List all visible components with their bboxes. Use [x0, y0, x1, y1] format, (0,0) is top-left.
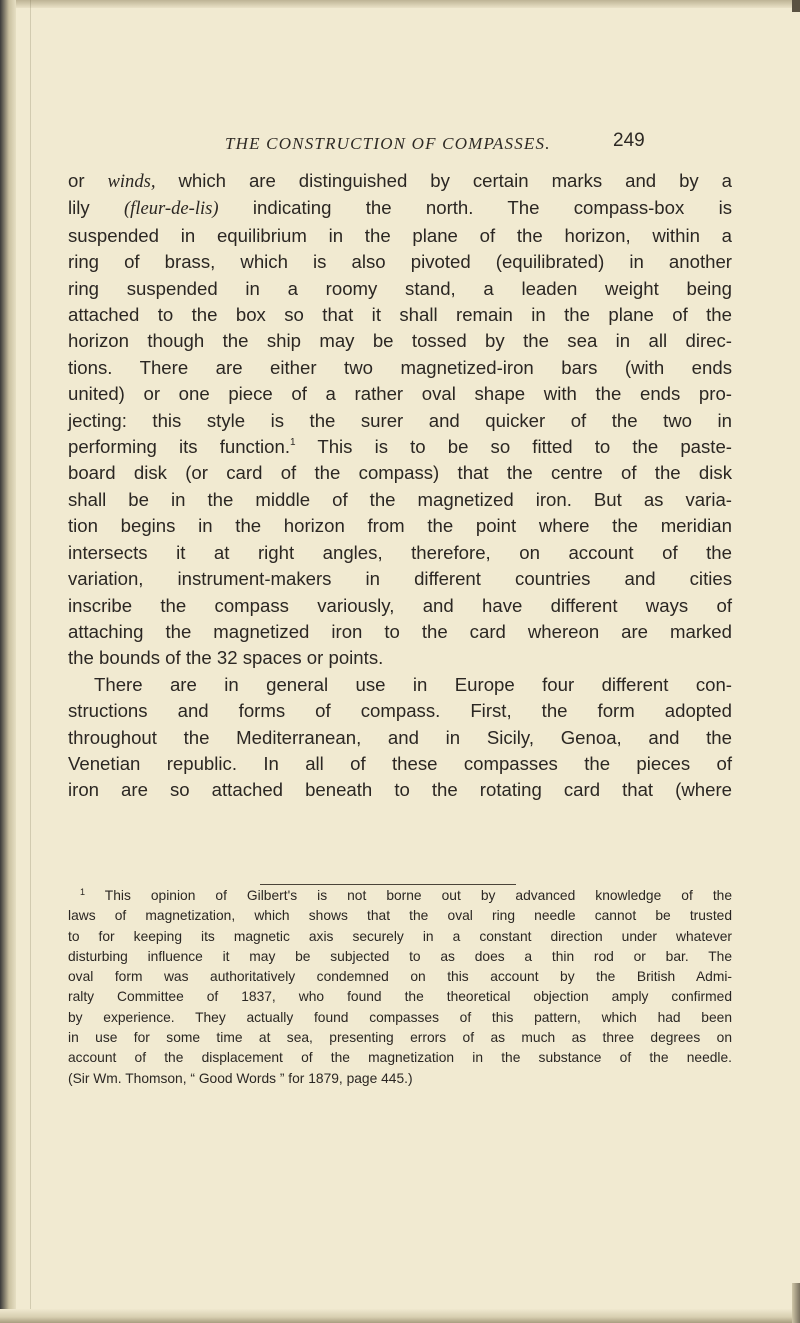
text-line: Venetian republic. In all of these compasses the pieces of	[68, 752, 732, 774]
text-line: tion begins in the horizon from the point where the meridian	[68, 515, 732, 537]
text-line: iron are so attached beneath to the rotating card that (where	[68, 779, 732, 801]
footnote-reference: 1	[290, 437, 296, 449]
footnote	[68, 886, 732, 1089]
footnote-line: to for keeping its magnetic axis securely in a constant direction under whatever	[68, 928, 732, 944]
book-gutter	[0, 0, 16, 1323]
italic-term: (fleur-de-lis)	[123, 198, 219, 220]
main-text	[68, 168, 732, 804]
italic-term: winds,	[107, 171, 156, 192]
footnote-line: disturbing influence it may be subjected to as does a thin rod or bar. The	[68, 948, 732, 964]
footnote-line: in use for some time at sea, presenting errors of as much as three degrees on	[68, 1030, 732, 1046]
footnote-line: oval form was authoritatively condemned on this account by the British Admi-	[68, 969, 732, 985]
footnote-line: account of the displacement of the magnetization in the substance of the needle.	[68, 1050, 732, 1066]
text-line: jecting: this style is the surer and quicker of the two in	[68, 409, 732, 431]
footnote-line: $^1$ This opinion of Gilbert's is not borne out by advanced knowledge of the	[80, 887, 732, 903]
text-line: attached to the box so that it shall remain in the plane of the	[68, 304, 732, 326]
text-line: tions. There are either two magnetized-iron bars (with ends	[68, 356, 732, 378]
text-line: united) or one piece of a rather oval shape with the ends pro-	[68, 383, 732, 405]
page-corner	[792, 0, 800, 12]
footnote-marker: 1	[80, 887, 86, 897]
page-top-edge	[0, 0, 800, 8]
text-line: suspended in equilibrium in the plane of the horizon, within a	[68, 224, 732, 246]
page-bottom-corner	[792, 1283, 800, 1323]
running-head: THE CONSTRUCTION OF COMPASSES.	[225, 134, 551, 153]
text-line: variation, instrument-makers in different countries and cities	[68, 568, 732, 590]
text-line: inscribe the compass variously, and have different ways of	[68, 594, 732, 616]
text-line: intersects it at right angles, therefore, on account of the	[68, 541, 732, 563]
footnote-line: by experience. They actually found compasses of this pattern, which had been	[68, 1009, 732, 1025]
footnote-line: (Sir Wm. Thomson, “ Good Words ” for 1879, page 445.)	[68, 1070, 413, 1086]
gutter-shadow-line	[30, 0, 31, 1323]
text-line: performing its function.$^1$ This is to be so fitted to the paste-	[68, 436, 732, 458]
text-line: lily (fleur-de-lis) indicating the north. The compass-box is	[68, 197, 733, 220]
text-line: attaching the magnetized iron to the card whereon are marked	[68, 620, 732, 642]
text-line: ring of brass, which is also pivoted (equilibrated) in another	[68, 251, 732, 273]
text-line: or winds, which are distinguished by certain marks and by a	[68, 170, 732, 192]
text-line: structions and forms of compass. First, the form adopted	[68, 700, 732, 722]
text-line: the bounds of the 32 spaces or points.	[68, 647, 384, 669]
text-line: horizon though the ship may be tossed by the sea in all direc-	[68, 330, 732, 352]
footnote-line: laws of magnetization, which shows that the oval ring needle cannot be trusted	[68, 908, 732, 924]
footnote-line: ralty Committee of 1837, who found the theoretical objection amply confirmed	[68, 989, 732, 1005]
text-line: There are in general use in Europe four different con-	[94, 673, 732, 695]
text-line: throughout the Mediterranean, and in Sicily, Genoa, and the	[68, 726, 732, 748]
text-line: ring suspended in a roomy stand, a leaden weight being	[68, 277, 732, 299]
page-bottom-edge	[0, 1309, 800, 1323]
footnote-rule	[260, 884, 516, 885]
text-line: shall be in the middle of the magnetized iron. But as varia-	[68, 488, 732, 510]
page-number: 249	[613, 130, 645, 151]
text-line: board disk (or card of the compass) that the centre of the disk	[68, 462, 732, 484]
